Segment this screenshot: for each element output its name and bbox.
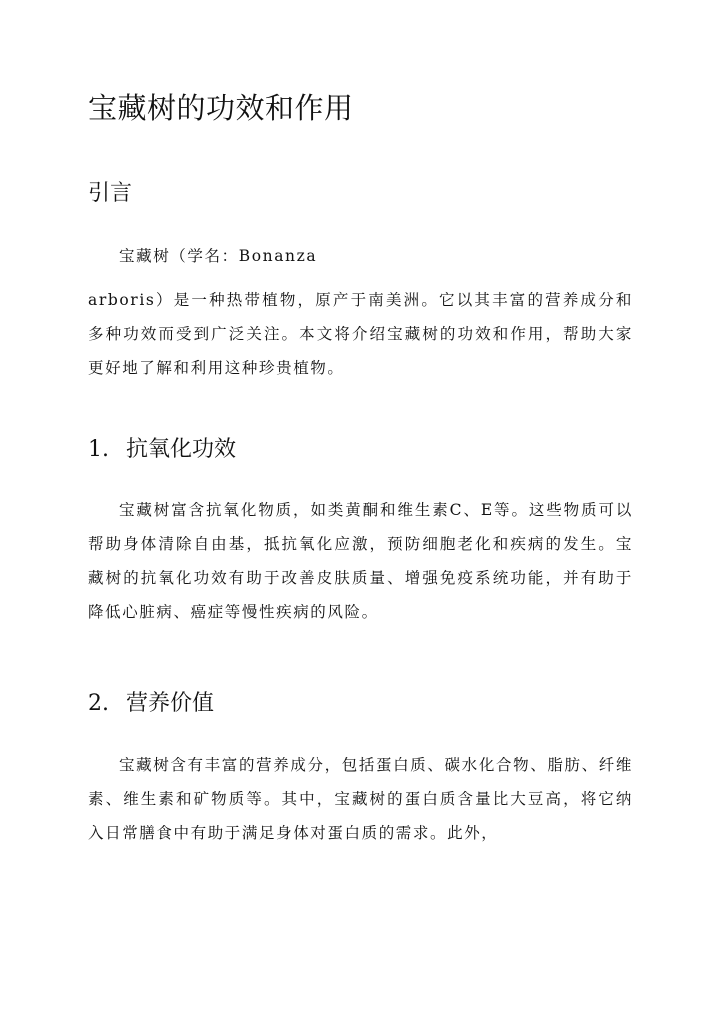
section-number: 1. <box>88 437 109 462</box>
section-number: 2. <box>88 691 109 716</box>
section-title: 抗氧化功效 <box>126 437 237 462</box>
section-heading-intro: 引言 <box>88 181 133 206</box>
section-title: 营养价值 <box>126 691 215 716</box>
nutrition-paragraph: 宝藏树含有丰富的营养成分，包括蛋白质、碳水化合物、脂肪、纤维素、维生素和矿物质等。其中，宝藏树的蛋白质含量比大豆高，将它纳入日常膳食中有助于满足身体对蛋白质的需求。此外， <box>88 756 633 842</box>
section-heading-antioxidant <box>88 432 236 463</box>
section-heading-nutrition <box>88 686 214 717</box>
page-title: 宝藏树的功效和作用 <box>88 91 354 125</box>
intro-paragraph-body: arboris）是一种热带植物，原产于南美洲。它以其丰富的营养成分和多种功效而受到广泛关注。本文将介绍宝藏树的功效和作用，帮助大家更好地了解和利用这种珍贵植物。 <box>88 291 633 377</box>
antioxidant-paragraph: 宝藏树富含抗氧化物质，如类黄酮和维生素C、E等。这些物质可以帮助身体清除自由基，抵抗氧化应激，预防细胞老化和疾病的发生。宝藏树的抗氧化功效有助于改善皮肤质量、增强免疫系统功能，并有助于降低心脏病、癌症等慢性疾病的风险。 <box>88 501 633 621</box>
intro-paragraph <box>88 239 633 273</box>
intro-paragraph-first-line: 宝藏树（学名：Bonanza <box>119 247 318 265</box>
